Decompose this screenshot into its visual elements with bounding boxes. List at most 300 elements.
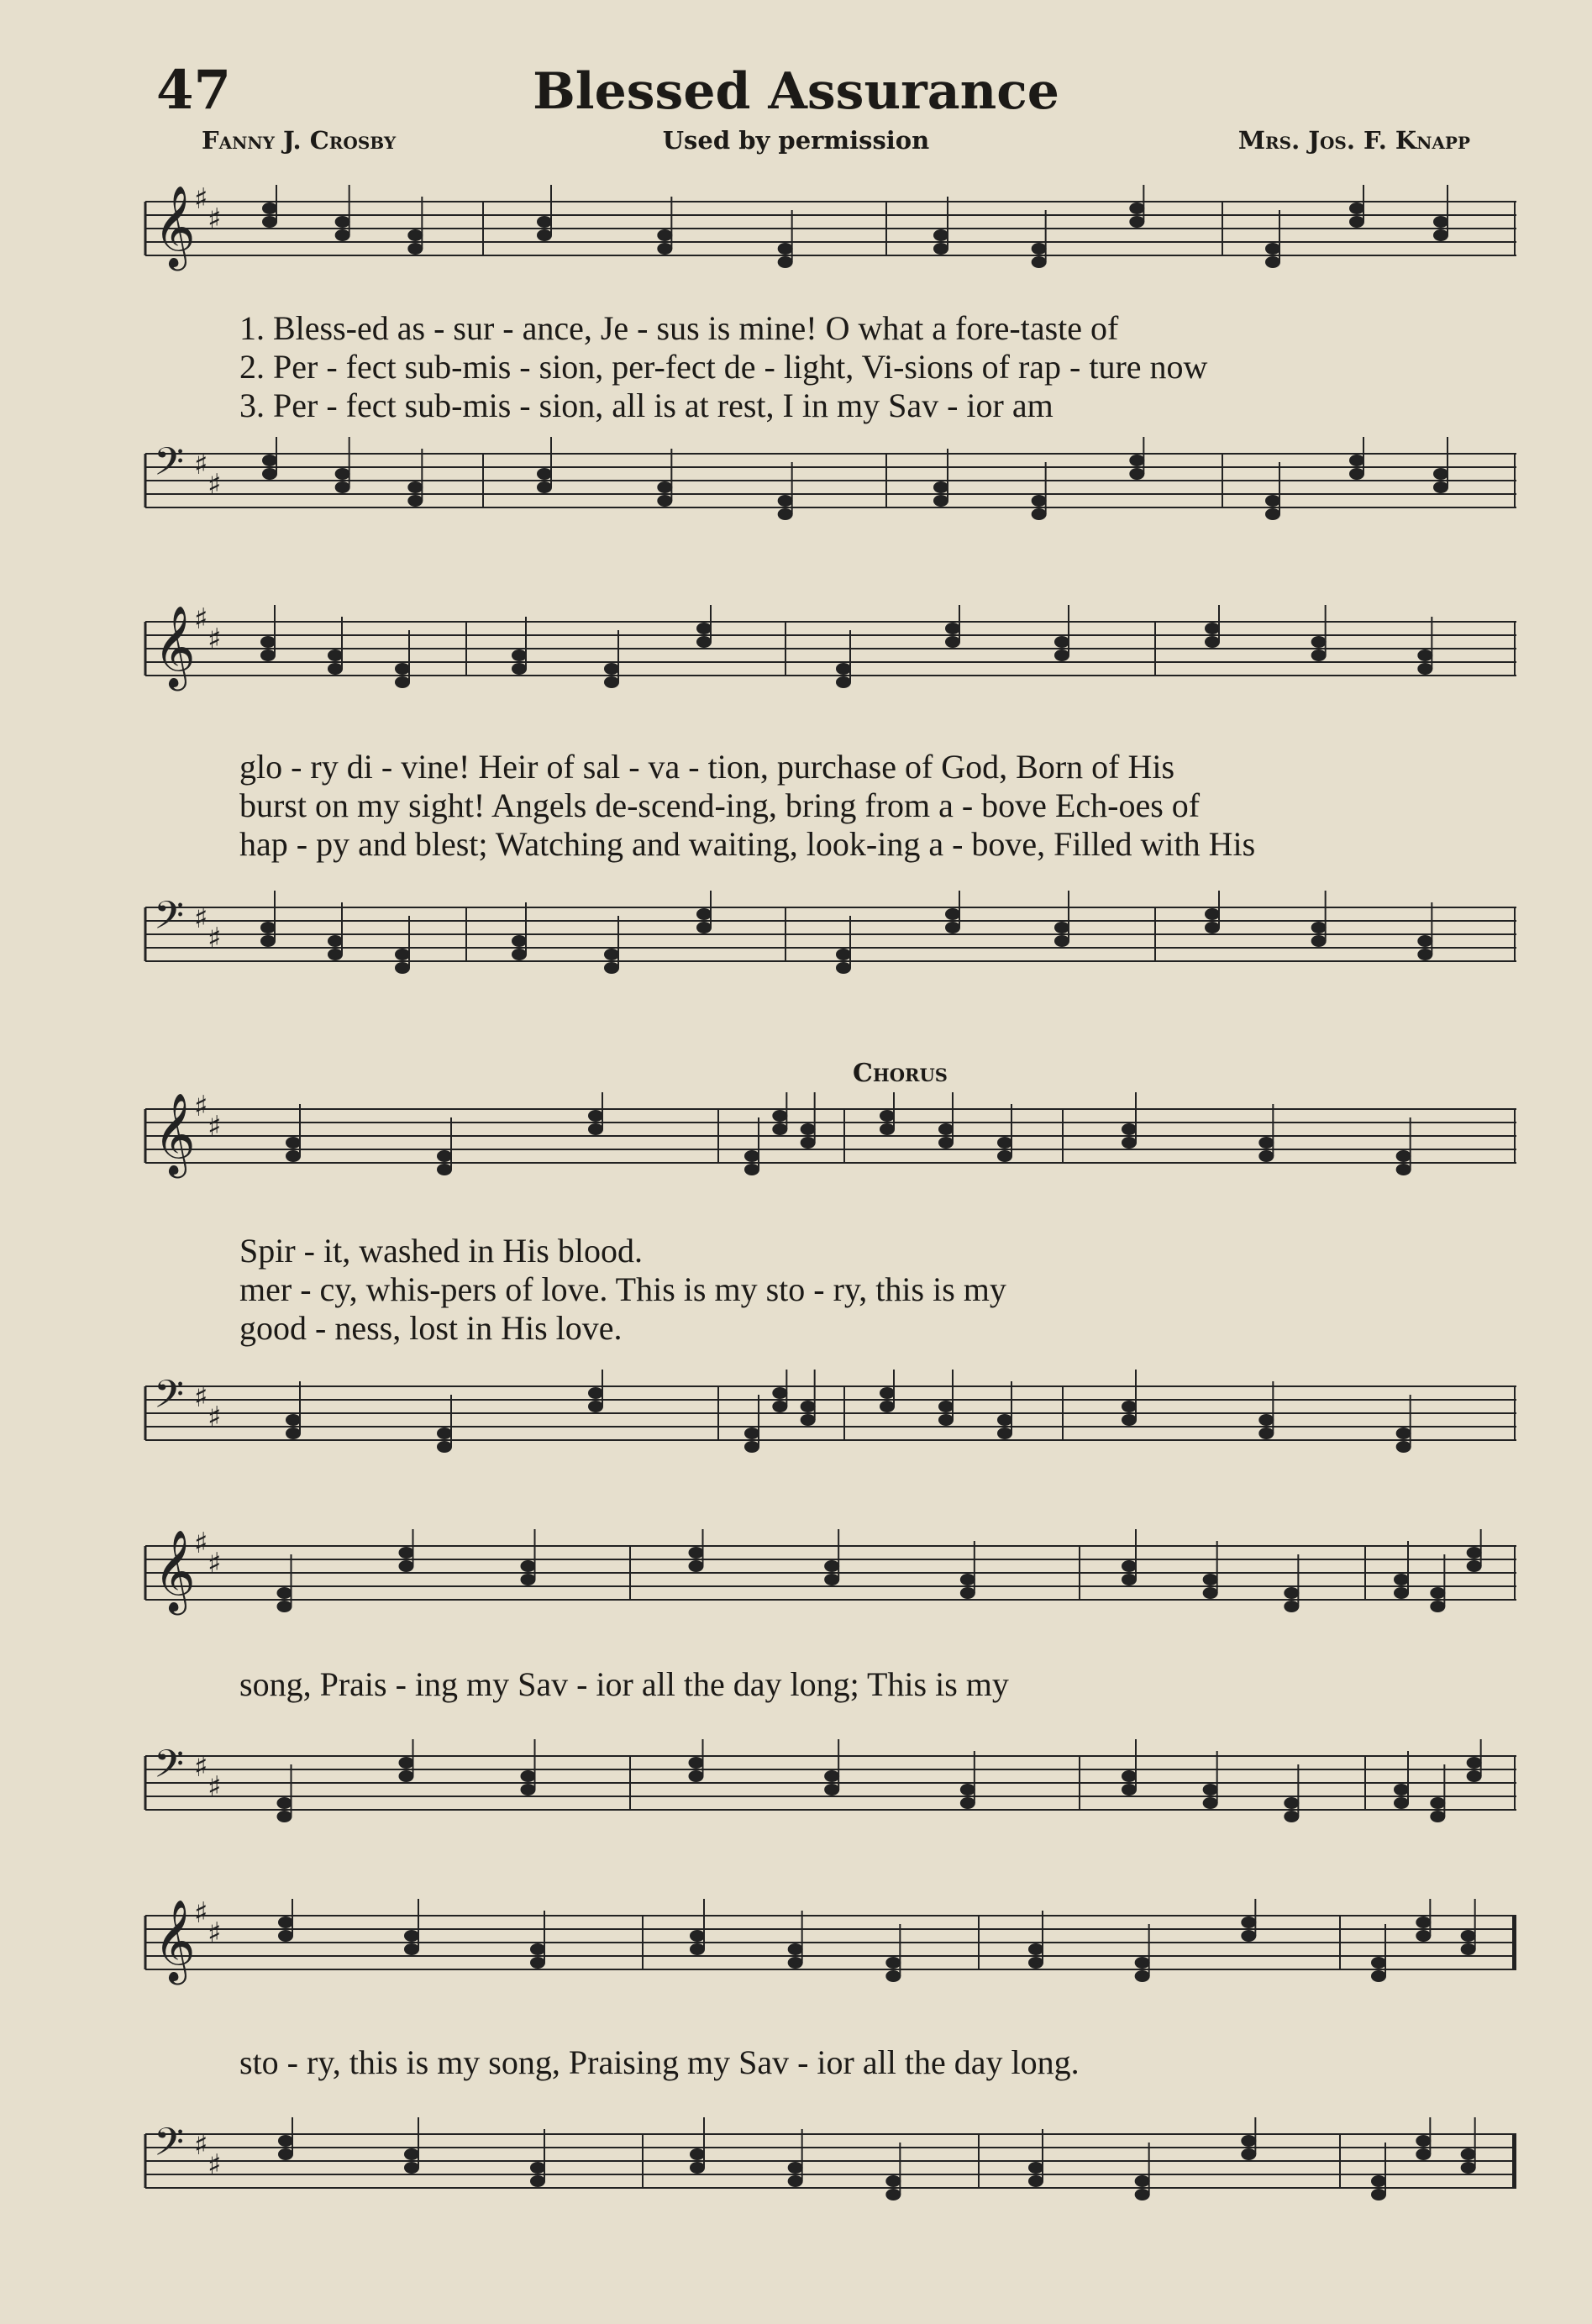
notehead: [537, 229, 552, 241]
notehead: [1258, 1428, 1274, 1439]
treble-staff: [139, 605, 1516, 706]
notehead: [604, 663, 619, 675]
notehead: [399, 1770, 414, 1782]
notehead: [1129, 468, 1144, 480]
notehead: [1311, 636, 1327, 648]
notehead: [1417, 663, 1432, 675]
notehead: [1433, 216, 1448, 228]
sharp-icon: ♯: [194, 1380, 208, 1414]
notehead: [260, 636, 276, 648]
sharp-icon: ♯: [208, 468, 222, 502]
treble-clef-icon: 𝄞: [154, 1529, 196, 1612]
notehead: [286, 1137, 301, 1149]
lyrics-block: [239, 748, 1500, 864]
notehead: [778, 508, 793, 520]
notehead: [744, 1441, 759, 1453]
notehead: [1416, 1917, 1431, 1928]
notehead: [1416, 2135, 1431, 2147]
notehead: [1433, 481, 1448, 493]
sharp-icon: ♯: [208, 1401, 222, 1434]
notehead: [885, 2189, 901, 2200]
notehead: [588, 1123, 603, 1135]
sharp-icon: ♯: [208, 202, 222, 236]
notehead: [286, 1150, 301, 1162]
notehead: [1203, 1587, 1218, 1599]
chorus-label: Chorus: [853, 1059, 948, 1088]
notehead: [1054, 636, 1069, 648]
notehead: [1461, 2162, 1476, 2174]
notehead: [836, 949, 851, 960]
notehead: [1258, 1137, 1274, 1149]
lyric-chorus-line: song, Prais - ing my Sav - ior all the day long; This is my: [239, 1665, 1009, 1703]
notehead: [933, 495, 948, 507]
notehead: [788, 1943, 803, 1955]
notehead: [945, 623, 960, 634]
notehead: [530, 1957, 545, 1969]
notehead: [945, 908, 960, 920]
notehead: [1129, 216, 1144, 228]
notehead: [278, 1917, 293, 1928]
notehead: [1135, 1970, 1150, 1982]
notehead: [690, 2148, 705, 2160]
notehead: [1396, 1428, 1411, 1439]
notehead: [1394, 1784, 1409, 1796]
notehead: [1054, 935, 1069, 947]
notehead: [880, 1110, 895, 1122]
lyric-verse-line: good - ness, lost in His love.: [239, 1309, 623, 1347]
notehead: [1417, 649, 1432, 661]
notehead: [824, 1574, 839, 1585]
notehead: [604, 962, 619, 974]
notehead: [1135, 1957, 1150, 1969]
notehead: [657, 481, 672, 493]
notehead: [1258, 1414, 1274, 1426]
notehead: [399, 1547, 414, 1559]
notehead: [997, 1414, 1012, 1426]
lyric-verse-line: mer - cy, whis-pers of love. This is my sto - ry, this is my: [239, 1270, 1006, 1308]
notehead: [696, 636, 712, 648]
notehead: [1416, 2148, 1431, 2160]
notehead: [1205, 908, 1220, 920]
sharp-icon: ♯: [194, 1750, 208, 1784]
bass-clef-icon: 𝄢: [154, 893, 185, 948]
sharp-icon: ♯: [208, 623, 222, 656]
notehead: [1349, 468, 1364, 480]
notehead: [1241, 2148, 1256, 2160]
notehead: [836, 676, 851, 688]
notehead: [328, 649, 343, 661]
notehead: [404, 1943, 419, 1955]
notehead: [278, 1930, 293, 1942]
notehead: [1396, 1150, 1411, 1162]
notehead: [801, 1137, 816, 1149]
notehead: [880, 1123, 895, 1135]
notehead: [945, 922, 960, 933]
notehead: [801, 1123, 816, 1135]
lyric-verse-line: 3. Per - fect sub-mis - sion, all is at rest, I in my Sav - ior am: [239, 386, 1053, 424]
notehead: [1430, 1811, 1445, 1822]
notehead: [1129, 202, 1144, 214]
notehead: [772, 1387, 787, 1399]
notehead: [772, 1110, 787, 1122]
notehead: [407, 243, 423, 255]
lyric-verse-line: glo - ry di - vine! Heir of sal - va - tion, purchase of God, Born of His: [239, 748, 1175, 786]
notehead: [328, 935, 343, 947]
notehead: [1258, 1150, 1274, 1162]
notehead: [960, 1587, 975, 1599]
notehead: [1122, 1137, 1137, 1149]
notehead: [1135, 2189, 1150, 2200]
notehead: [772, 1401, 787, 1412]
notehead: [1241, 1930, 1256, 1942]
notehead: [1032, 256, 1047, 268]
notehead: [778, 243, 793, 255]
bass-clef-icon: 𝄢: [154, 1742, 185, 1796]
notehead: [399, 1757, 414, 1769]
notehead: [1349, 216, 1364, 228]
lyricist-credit: Fanny J. Crosby: [202, 126, 397, 155]
notehead: [537, 468, 552, 480]
notehead: [1284, 1811, 1299, 1822]
notehead: [744, 1164, 759, 1175]
notehead: [328, 949, 343, 960]
notehead: [512, 949, 527, 960]
notehead: [690, 1943, 705, 1955]
notehead: [1135, 2175, 1150, 2187]
treble-clef-icon: 𝄞: [154, 1092, 196, 1175]
notehead: [1284, 1601, 1299, 1612]
notehead: [1032, 508, 1047, 520]
bass-staff: [139, 437, 1516, 538]
notehead: [335, 216, 350, 228]
treble-clef-icon: 𝄞: [154, 1899, 196, 1981]
notehead: [1417, 949, 1432, 960]
notehead: [1396, 1164, 1411, 1175]
notehead: [1416, 1930, 1431, 1942]
notehead: [689, 1757, 704, 1769]
notehead: [399, 1560, 414, 1572]
sharp-icon: ♯: [194, 1092, 208, 1123]
music-system-5: [139, 1882, 1516, 2235]
notehead: [1122, 1560, 1137, 1572]
lyric-verse-line: burst on my sight! Angels de-scend-ing, bring from a - bove Ech-oes of: [239, 786, 1201, 824]
notehead: [1122, 1784, 1137, 1796]
bass-staff: [139, 891, 1516, 991]
notehead: [696, 908, 712, 920]
notehead: [657, 229, 672, 241]
notehead: [1371, 1970, 1386, 1982]
sharp-icon: ♯: [208, 1110, 222, 1144]
notehead: [1122, 1574, 1137, 1585]
lyric-chorus-line: sto - ry, this is my song, Praising my Sav - ior all the day long.: [239, 2043, 1080, 2081]
notehead: [512, 663, 527, 675]
bass-staff: [139, 2117, 1516, 2218]
notehead: [744, 1150, 759, 1162]
sharp-icon: ♯: [194, 2128, 208, 2162]
notehead: [407, 481, 423, 493]
notehead: [1417, 935, 1432, 947]
lyrics-block: [239, 309, 1500, 425]
notehead: [788, 1957, 803, 1969]
notehead: [657, 495, 672, 507]
notehead: [1430, 1587, 1445, 1599]
notehead: [933, 229, 948, 241]
notehead: [778, 495, 793, 507]
notehead: [262, 216, 277, 228]
notehead: [588, 1401, 603, 1412]
notehead: [696, 623, 712, 634]
treble-staff: [139, 1092, 1516, 1193]
sharp-icon: ♯: [194, 605, 208, 636]
music-system-2: [139, 588, 1516, 1025]
notehead: [437, 1441, 452, 1453]
notehead: [960, 1574, 975, 1585]
treble-clef-icon: 𝄞: [154, 605, 196, 687]
notehead: [1205, 636, 1220, 648]
lyrics-block: [239, 1232, 1500, 1348]
composer-credit: Mrs. Jos. F. Knapp: [1237, 126, 1470, 155]
notehead: [1394, 1797, 1409, 1809]
notehead: [801, 1401, 816, 1412]
notehead: [437, 1428, 452, 1439]
notehead: [604, 676, 619, 688]
notehead: [1032, 495, 1047, 507]
notehead: [588, 1387, 603, 1399]
notehead: [1241, 1917, 1256, 1928]
notehead: [262, 468, 277, 480]
notehead: [512, 935, 527, 947]
notehead: [1028, 1943, 1043, 1955]
notehead: [1349, 455, 1364, 466]
notehead: [1205, 623, 1220, 634]
notehead: [801, 1414, 816, 1426]
notehead: [277, 1587, 292, 1599]
notehead: [1284, 1797, 1299, 1809]
notehead: [960, 1784, 975, 1796]
notehead: [744, 1428, 759, 1439]
notehead: [657, 243, 672, 255]
notehead: [836, 962, 851, 974]
lyric-verse-line: 1. Bless-ed as - sur - ance, Je - sus is mine! O what a fore-taste of: [239, 309, 1119, 347]
notehead: [537, 216, 552, 228]
notehead: [824, 1784, 839, 1796]
notehead: [836, 663, 851, 675]
notehead: [696, 922, 712, 933]
notehead: [1433, 229, 1448, 241]
notehead: [1122, 1123, 1137, 1135]
notehead: [278, 2135, 293, 2147]
notehead: [286, 1428, 301, 1439]
notehead: [938, 1401, 954, 1412]
notehead: [945, 636, 960, 648]
notehead: [1461, 2148, 1476, 2160]
lyric-verse-line: 2. Per - fect sub-mis - sion, per-fect de - light, Vi-sions of rap - ture now: [239, 348, 1208, 386]
notehead: [512, 649, 527, 661]
notehead: [1265, 508, 1280, 520]
notehead: [1433, 468, 1448, 480]
notehead: [335, 229, 350, 241]
notehead: [1028, 2175, 1043, 2187]
notehead: [1054, 649, 1069, 661]
notehead: [537, 481, 552, 493]
notehead: [404, 1930, 419, 1942]
notehead: [277, 1601, 292, 1612]
notehead: [1265, 243, 1280, 255]
bass-staff: [139, 1370, 1516, 1470]
sharp-icon: ♯: [194, 448, 208, 481]
notehead: [1311, 649, 1327, 661]
notehead: [933, 243, 948, 255]
notehead: [772, 1123, 787, 1135]
notehead: [885, 1957, 901, 1969]
lyrics-block: [239, 2043, 1500, 2082]
sharp-icon: ♯: [194, 185, 208, 216]
notehead: [1054, 922, 1069, 933]
music-system-1: [139, 168, 1516, 538]
bass-staff: [139, 1739, 1516, 1840]
notehead: [1032, 243, 1047, 255]
notehead: [521, 1574, 536, 1585]
notehead: [1311, 935, 1327, 947]
notehead: [880, 1387, 895, 1399]
treble-staff: [139, 1899, 1516, 2000]
notehead: [1461, 1943, 1476, 1955]
notehead: [960, 1797, 975, 1809]
notehead: [997, 1428, 1012, 1439]
notehead: [260, 935, 276, 947]
notehead: [404, 2162, 419, 2174]
notehead: [1284, 1587, 1299, 1599]
notehead: [404, 2148, 419, 2160]
lyric-verse-line: Spir - it, washed in His blood.: [239, 1232, 643, 1270]
notehead: [880, 1401, 895, 1412]
notehead: [260, 922, 276, 933]
notehead: [437, 1150, 452, 1162]
bass-clef-icon: 𝄢: [154, 439, 185, 494]
notehead: [997, 1137, 1012, 1149]
notehead: [1467, 1770, 1482, 1782]
notehead: [1371, 1957, 1386, 1969]
notehead: [1122, 1414, 1137, 1426]
notehead: [588, 1110, 603, 1122]
notehead: [689, 1547, 704, 1559]
notehead: [521, 1770, 536, 1782]
notehead: [521, 1784, 536, 1796]
notehead: [689, 1770, 704, 1782]
notehead: [278, 2148, 293, 2160]
notehead: [788, 2162, 803, 2174]
notehead: [1394, 1574, 1409, 1585]
notehead: [530, 2162, 545, 2174]
notehead: [1265, 256, 1280, 268]
notehead: [824, 1560, 839, 1572]
notehead: [395, 676, 410, 688]
notehead: [1028, 2162, 1043, 2174]
notehead: [407, 495, 423, 507]
hymn-title: Blessed Assurance: [533, 62, 1059, 121]
lyrics-block: [239, 1665, 1500, 1704]
sharp-icon: ♯: [208, 2148, 222, 2182]
sharp-icon: ♯: [208, 1770, 222, 1804]
notehead: [938, 1137, 954, 1149]
notehead: [1349, 202, 1364, 214]
notehead: [328, 663, 343, 675]
notehead: [689, 1560, 704, 1572]
sharp-icon: ♯: [194, 1529, 208, 1560]
notehead: [933, 481, 948, 493]
notehead: [1467, 1560, 1482, 1572]
notehead: [286, 1414, 301, 1426]
notehead: [1396, 1441, 1411, 1453]
notehead: [530, 1943, 545, 1955]
notehead: [1205, 922, 1220, 933]
notehead: [1203, 1797, 1218, 1809]
notehead: [437, 1164, 452, 1175]
notehead: [1430, 1797, 1445, 1809]
sharp-icon: ♯: [194, 902, 208, 935]
notehead: [1028, 1957, 1043, 1969]
treble-staff: [139, 185, 1516, 286]
notehead: [262, 202, 277, 214]
notehead: [938, 1123, 954, 1135]
notehead: [1129, 455, 1144, 466]
notehead: [1241, 2135, 1256, 2147]
sharp-icon: ♯: [208, 922, 222, 955]
notehead: [1203, 1784, 1218, 1796]
permission-note: Used by permission: [662, 126, 930, 155]
notehead: [1122, 1401, 1137, 1412]
notehead: [604, 949, 619, 960]
notehead: [778, 256, 793, 268]
notehead: [1122, 1770, 1137, 1782]
music-system-3: [139, 1059, 1516, 1496]
notehead: [277, 1797, 292, 1809]
treble-clef-icon: 𝄞: [154, 185, 196, 267]
notehead: [824, 1770, 839, 1782]
notehead: [885, 2175, 901, 2187]
sharp-icon: ♯: [208, 1547, 222, 1580]
notehead: [788, 2175, 803, 2187]
notehead: [521, 1560, 536, 1572]
notehead: [395, 962, 410, 974]
notehead: [335, 481, 350, 493]
music-system-4: [139, 1512, 1516, 1865]
notehead: [1394, 1587, 1409, 1599]
notehead: [262, 455, 277, 466]
notehead: [530, 2175, 545, 2187]
bass-clef-icon: 𝄢: [154, 1372, 185, 1427]
notehead: [885, 1970, 901, 1982]
notehead: [277, 1811, 292, 1822]
notehead: [335, 468, 350, 480]
notehead: [1371, 2175, 1386, 2187]
notehead: [1467, 1547, 1482, 1559]
sharp-icon: ♯: [208, 1917, 222, 1950]
hymn-number: 47: [156, 59, 232, 122]
notehead: [395, 949, 410, 960]
notehead: [1461, 1930, 1476, 1942]
notehead: [1430, 1601, 1445, 1612]
treble-staff: [139, 1529, 1516, 1630]
notehead: [997, 1150, 1012, 1162]
notehead: [1203, 1574, 1218, 1585]
bass-clef-icon: 𝄢: [154, 2120, 185, 2174]
notehead: [407, 229, 423, 241]
notehead: [938, 1414, 954, 1426]
notehead: [1311, 922, 1327, 933]
sharp-icon: ♯: [194, 1899, 208, 1930]
notehead: [395, 663, 410, 675]
